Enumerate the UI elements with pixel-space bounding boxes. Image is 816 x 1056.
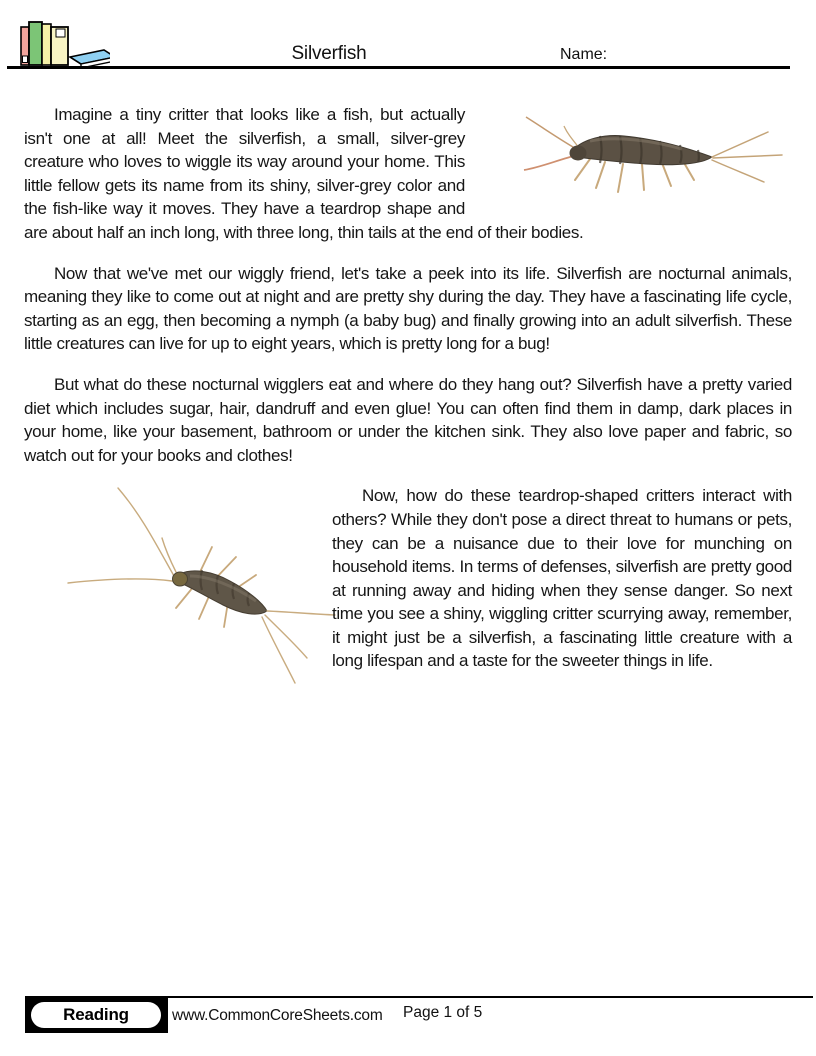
- paragraph-2-text: Now that we've met our wiggly friend, let's take a peek into its life. Silverfish are nocturnal animals, meaning they like to come out at night and are pretty shy during the day. They have a fascinating life cycle, starting as an egg, then becoming a nymph (a baby bug) and finally growing into an adult silverfish. These little creatures can live for up to eight years, which is pretty long for a bug!: [24, 263, 792, 354]
- header-divider: [7, 66, 790, 69]
- silverfish-top-view-photo: [24, 484, 332, 699]
- reading-passage: [24, 103, 792, 699]
- page-title: Silverfish: [291, 43, 367, 64]
- paragraph-4: [24, 484, 792, 673]
- name-label: Name:: [560, 46, 608, 63]
- paragraph-3: [24, 373, 792, 467]
- category-badge-label: Reading: [31, 1002, 161, 1028]
- page-number: Page 1 of 5: [403, 1004, 483, 1021]
- paragraph-2: [24, 262, 792, 356]
- paragraph-4-text: Now, how do these teardrop-shaped critters interact with others? While they don't pose a direct threat to humans or pets, they can be a nuisance due to their love for munching on household items. In terms of defenses, silverfish are pretty good at running away and hiding when they sense danger. So next time you see a shiny, wiggling critter scurrying away, remember, it might just be a silverfish, a fascinating little creature with a long lifespan and a taste for the sweeter things in life.: [332, 486, 792, 671]
- website-url: www.CommonCoreSheets.com: [172, 1007, 383, 1024]
- paragraph-3-text: But what do these nocturnal wigglers eat and where do they hang out? Silverfish have a pretty varied diet which includes sugar, hair, dandruff and even glue! You can often find them in damp, dark places in your home, like your basement, bathroom or under the kitchen sink. They also love paper and fabric, so watch out for your books and clothes!: [24, 374, 792, 465]
- paragraph-1-text: Imagine a tiny critter that looks like a fish, but actually isn't one at all! Meet the silverfish, a small, silver-grey creature who loves to wiggle its way around your home. This little fellow gets its name from its shiny, silver-grey color and the fish-like way it moves. They have a teardrop shape and are about half an inch long, with three long, thin tails at the end of their bodies.: [24, 105, 584, 242]
- category-badge: [25, 997, 168, 1033]
- silverfish-side-view-photo: [465, 103, 792, 213]
- paragraph-1: [24, 103, 792, 245]
